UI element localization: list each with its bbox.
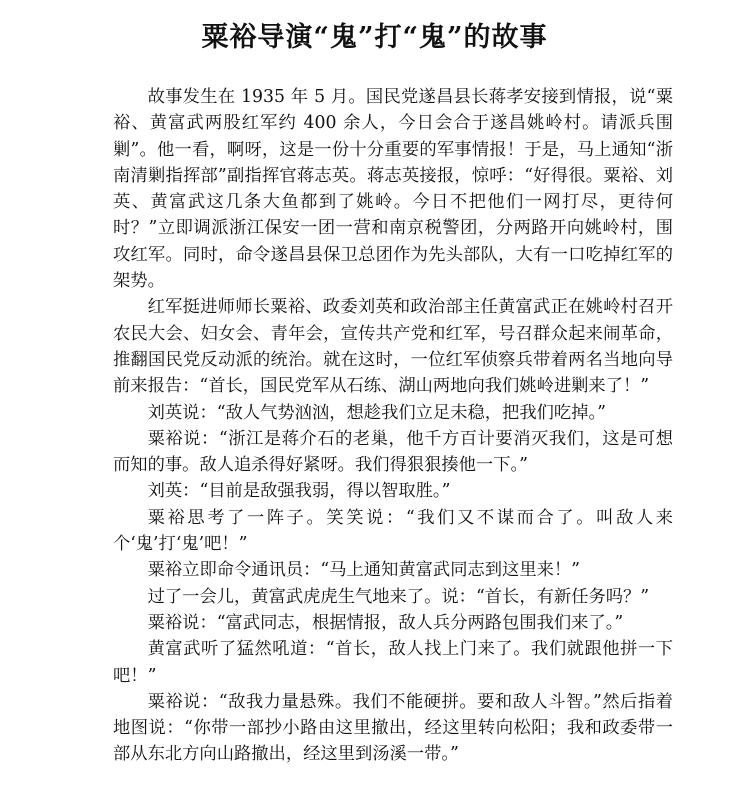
paragraph: 故事发生在 1935 年 5 月。国民党遂昌县长蒋孝安接到情报，说“粟裕、黄富武两股红军约 400 余人，今日会合于遂昌姚岭村。请派兵围剿”。他一看，啊呀，这是一份十分重要的军事情报！于是，马上通知“浙南清剿指挥部”副指挥官蒋志英。蒋志英接报，惊呼：“好得很。粟裕、刘英、黄富武这几条大鱼都到了姚岭。今日不把他们一网打尽，更待何时？”立即调派浙江保安一团一营和南京税警团，分两路开向姚岭村，围攻红军。同时，命令遂昌县保卫总团作为先头部队，大有一口吃掉红军的架势。 [113,87,673,292]
paragraph: 粟裕说：“富武同志，根据情报，敌人兵分两路包围我们来了。” [147,612,624,633]
paragraph: 红军挺进师师长粟裕、政委刘英和政治部主任黄富武正在姚岭村召开农民大会、妇女会、青年会，宣传共产党和红军，号召群众起来闹革命，推翻国民党反动派的统治。就在这时，一位红军侦察兵带着两名当地向导前来报告：“首长，国民党军从石练、湖山两地向我们姚岭进剿来了！” [113,297,673,397]
article-body [113,84,673,768]
article-title: 粟裕导演“鬼”打“鬼”的故事 [201,22,548,54]
paragraph: 粟裕说：“浙江是蒋介石的老巢，他千方百计要消灭我们，这是可想而知的事。敌人追杀得好紧呀。我们得狠狠揍他一下。” [113,428,673,476]
paragraph: 粟裕立即命令通讯员：“马上通知黄富武同志到这里来！” [147,560,581,581]
paragraph: 粟裕说：“敌我力量悬殊。我们不能硬拼。要和敌人斗智。”然后指着地图说：“你带一部抄小路由这里撤出，经这里转向松阳；我和政委带一部从东北方向山路撤出，经这里到汤溪一带。” [113,691,673,765]
paragraph: 刘英说：“敌人气势汹汹，想趁我们立足未稳，把我们吃掉。” [147,402,606,423]
paragraph: 粟裕思考了一阵子。笑笑说：“我们又不谋而合了。叫敌人来个‘鬼’打‘鬼’吧！” [113,507,673,555]
paragraph: 刘英：“目前是敌强我弱，得以智取胜。” [147,481,451,502]
paragraph: 黄富武听了猛然吼道：“首长，敌人找上门来了。我们就跟他拼一下吧！” [113,639,673,686]
paragraph: 过了一会儿，黄富武虎虎生气地来了。说：“首长，有新任务吗？” [147,586,650,607]
